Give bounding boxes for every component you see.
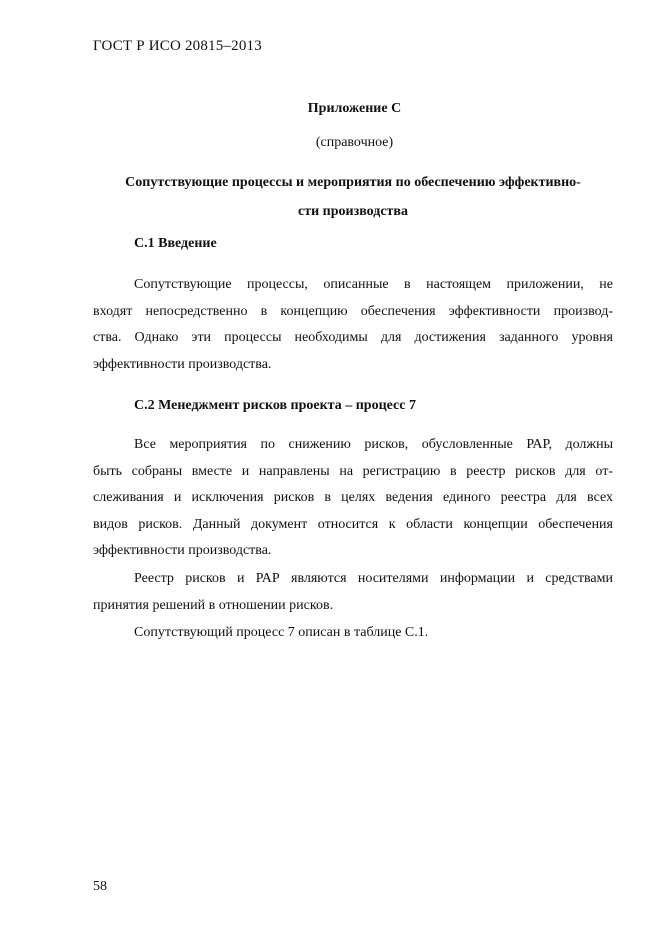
page-number: 58: [93, 879, 107, 894]
paragraph: [93, 620, 613, 647]
text-line: Сопутствующие процессы, описанные в настоящем приложении, не: [134, 277, 613, 292]
section-title-c1: С.1 Введение: [134, 236, 217, 251]
text-line: Все мероприятия по снижению рисков, обусловленные РАР, должны: [134, 437, 613, 452]
text-line: принятия решений в отношении рисков.: [93, 597, 334, 613]
paragraph: [93, 432, 613, 565]
text-line: эффективности производства.: [93, 543, 272, 558]
text-line: слеживания и исключения рисков в целях ведения единого реестра для всех: [93, 490, 613, 505]
text-line: входят непосредственно в концепцию обеспечения эффективности производ-: [93, 303, 613, 319]
annex-title: Приложение С: [307, 101, 402, 116]
annex-kind: (справочное): [315, 135, 394, 150]
section-title-c2: С.2 Менеджмент рисков проекта – процесс 7: [134, 398, 416, 413]
text-line: эффективности производства.: [93, 356, 272, 372]
text-line: ства. Однако эти процессы необходимы для достижения заданного уровня: [93, 330, 613, 345]
standard-header: ГОСТ Р ИСО 20815–2013: [93, 38, 262, 54]
annex-heading-line: Сопутствующие процессы и мероприятия по обеспечению эффективно-: [125, 175, 581, 190]
paragraph: [93, 566, 613, 619]
text-line: быть собраны вместе и направлены на регистрацию в реестр рисков для от-: [93, 463, 613, 479]
annex-heading: [93, 168, 613, 226]
paragraph: [93, 272, 613, 378]
text-line: Сопутствующий процесс 7 описан в таблице С.1.: [134, 625, 429, 640]
text-line: видов рисков. Данный документ относится к области концепции обеспечения: [93, 516, 613, 532]
text-line: Реестр рисков и РАР являются носителями информации и средствами: [134, 571, 613, 586]
annex-heading-line: сти производства: [298, 204, 408, 219]
